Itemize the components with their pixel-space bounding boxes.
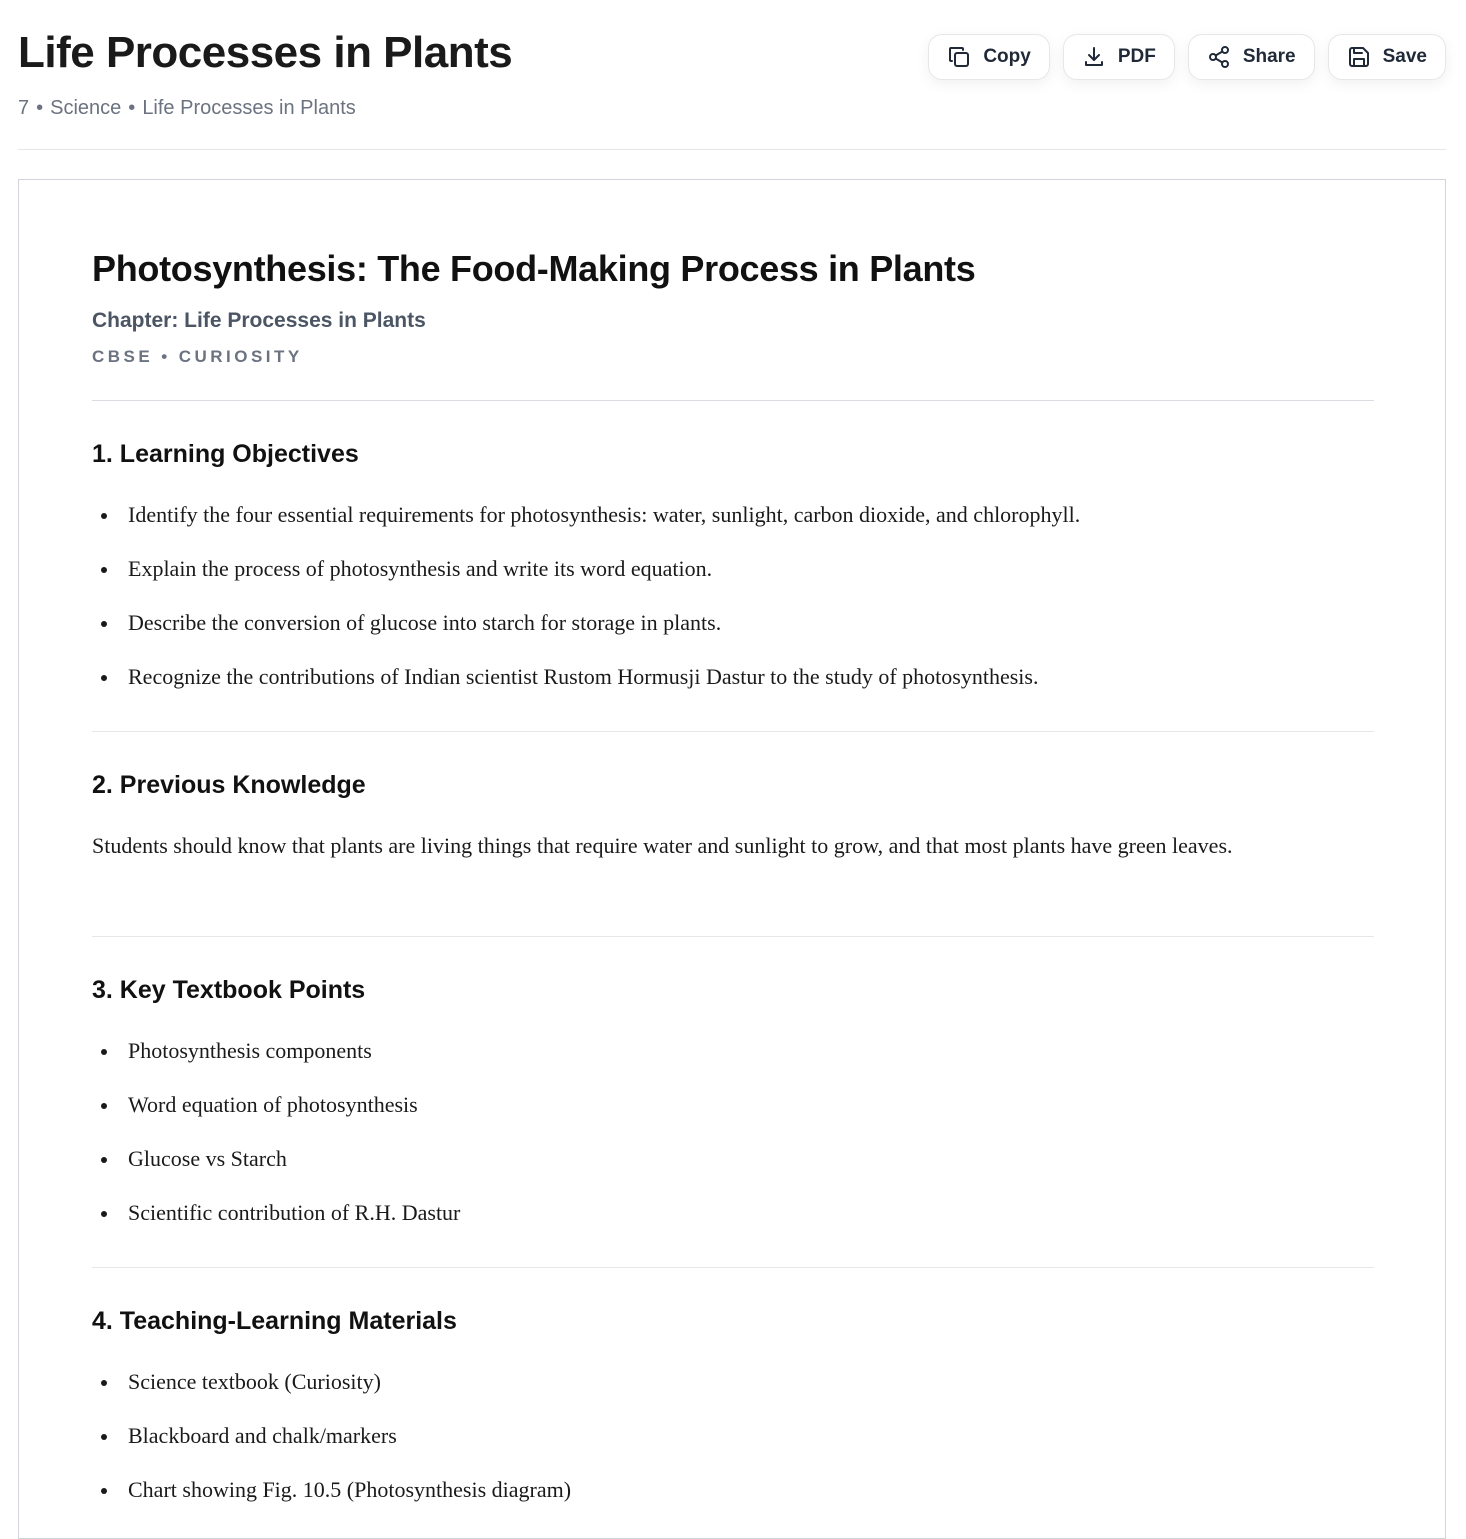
save-icon <box>1347 45 1371 69</box>
teaching-materials-list <box>92 1367 571 1529</box>
list-item: Glucose vs Starch <box>92 1144 460 1198</box>
breadcrumb <box>18 97 356 120</box>
list-item: Identify the four essential requirements for photosynthesis: water, sunlight, carbon dioxide, and chlorophyll. <box>92 500 1080 554</box>
header-divider <box>92 400 1374 401</box>
share-icon <box>1207 45 1231 69</box>
save-button[interactable] <box>1328 34 1446 80</box>
previous-knowledge-text: Students should know that plants are living things that require water and sunlight to grow, and that most plants have green leaves. <box>92 833 1233 858</box>
section-divider <box>92 1267 1374 1268</box>
chapter-label: Chapter: Life Processes in Plants <box>92 309 426 332</box>
board-label: CBSE <box>92 347 154 366</box>
breadcrumb-chapter[interactable]: Life Processes in Plants <box>142 97 356 119</box>
breadcrumb-separator: • <box>128 97 136 119</box>
section-divider <box>92 731 1374 732</box>
action-toolbar <box>928 34 1446 80</box>
list-item: Explain the process of photosynthesis and write its word equation. <box>92 554 1080 608</box>
share-button[interactable] <box>1188 34 1315 80</box>
learning-objectives-list <box>92 500 1080 716</box>
breadcrumb-subject[interactable]: Science <box>50 97 122 119</box>
list-item: Word equation of photosynthesis <box>92 1090 460 1144</box>
download-icon <box>1082 45 1106 69</box>
section-heading-teaching-materials: 4. Teaching-Learning Materials <box>92 1307 457 1335</box>
list-item: Chart showing Fig. 10.5 (Photosynthesis diagram) <box>92 1475 571 1529</box>
list-item: Photosynthesis components <box>92 1036 460 1090</box>
meta-separator: • <box>161 347 171 366</box>
section-heading-previous-knowledge: 2. Previous Knowledge <box>92 771 366 799</box>
document-meta <box>92 347 303 367</box>
breadcrumb-grade[interactable]: 7 <box>18 97 30 119</box>
lesson-plan-card <box>18 179 1446 1539</box>
key-textbook-points-list <box>92 1036 460 1252</box>
page-header <box>18 0 1446 150</box>
pdf-button[interactable] <box>1063 34 1175 80</box>
list-item: Science textbook (Curiosity) <box>92 1367 571 1421</box>
section-divider <box>92 936 1374 937</box>
copy-icon <box>947 45 971 69</box>
list-item: Describe the conversion of glucose into starch for storage in plants. <box>92 608 1080 662</box>
pdf-button-label: PDF <box>1117 46 1156 67</box>
share-button-label: Share <box>1242 46 1296 67</box>
save-button-label: Save <box>1382 46 1427 67</box>
list-item: Scientific contribution of R.H. Dastur <box>92 1198 460 1252</box>
list-item: Blackboard and chalk/markers <box>92 1421 571 1475</box>
section-heading-key-textbook-points: 3. Key Textbook Points <box>92 976 366 1004</box>
copy-button[interactable] <box>928 34 1050 80</box>
copy-button-label: Copy <box>983 46 1031 67</box>
breadcrumb-separator: • <box>36 97 44 119</box>
book-label: CURIOSITY <box>178 347 303 366</box>
list-item: Recognize the contributions of Indian scientist Rustom Hormusji Dastur to the study of photosynthesis. <box>92 662 1080 716</box>
page-title: Life Processes in Plants <box>18 28 513 77</box>
document-title: Photosynthesis: The Food-Making Process in Plants <box>92 248 976 289</box>
section-heading-learning-objectives: 1. Learning Objectives <box>92 440 359 468</box>
